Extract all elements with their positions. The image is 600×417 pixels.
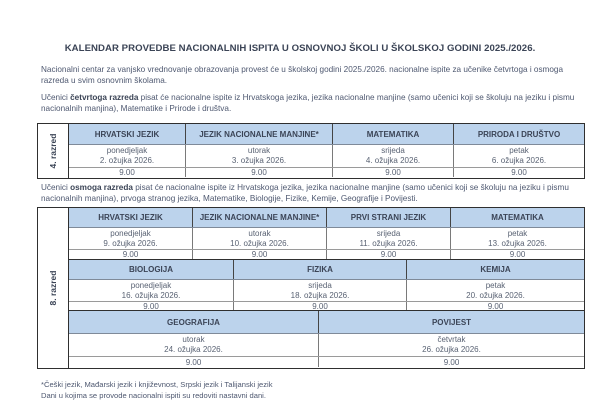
time-cell: 9.00 [318, 357, 584, 367]
date-cell [69, 280, 233, 301]
grade8-block-2 [69, 259, 584, 311]
grade8-date-row-1 [69, 228, 584, 249]
date-cell [69, 228, 192, 249]
date-cell [69, 145, 185, 167]
date-text: 6. ožujka 2026. [491, 156, 547, 165]
subject-header: POVIJEST [318, 311, 584, 333]
subject-header: JEZIK NACIONALNE MANJINE* [185, 124, 332, 144]
grade4-schedule-table [37, 123, 585, 179]
grade8-block-1 [69, 208, 584, 259]
date-text: 2. ožujka 2026. [99, 156, 155, 165]
date-text: 16. ožujka 2026. [121, 290, 181, 300]
grade4-prefix: Učenici [41, 93, 71, 102]
day-text: srijeda [376, 228, 401, 238]
time-cell: 9.00 [143, 302, 159, 311]
grade4-date-row [69, 145, 584, 167]
grade4-suffix: pisat će nacionalne ispite iz Hrvatskoga jezika, jezika nacionalne manjine (samo učenici koji se školuju na jeziku i pismu nacionalnih manjina), Matematike i Prirode i društva. [41, 93, 575, 113]
subject-header: MATEMATIKA [332, 124, 453, 144]
date-cell [318, 334, 584, 356]
date-text: 26. ožujka 2026. [422, 345, 481, 354]
time-cell: 9.00 [406, 302, 584, 311]
date-text: 4. ožujka 2026. [365, 156, 421, 165]
date-cell [69, 334, 318, 356]
day-text: ponedjeljak [130, 280, 172, 290]
day-text: petak [507, 228, 528, 238]
date-cell [450, 228, 584, 249]
time-cell: 9.00 [185, 168, 332, 177]
date-text: 9. ožujka 2026. [103, 238, 158, 248]
time-cell: 9.00 [233, 302, 406, 311]
grade8-header-row-3 [69, 311, 584, 334]
subject-header: JEZIK NACIONALNE MANJINE* [192, 208, 326, 227]
day-text: petak [509, 146, 529, 155]
grade8-prefix: Učenici [41, 183, 71, 192]
time-cell: 9.00 [185, 357, 202, 367]
grade8-time-row-1 [69, 249, 584, 259]
grade8-suffix: pisat će nacionalne ispite iz Hrvatskoga jezika, jezika nacionalne manjine (samo učenici koji se školuju na jeziku i pismu nacionalnih manjina), prvoga stranog jezika, Matematike, Biologije, Fizike, Kemije, Geografije i Povijesti. [41, 183, 569, 203]
footnote-school-days: Dani u kojima se provode nacionalni ispiti su redoviti nastavni dani. [41, 391, 266, 400]
date-text: 13. ožujka 2026. [488, 238, 547, 248]
date-cell [185, 145, 332, 167]
day-text: petak [485, 280, 506, 290]
date-text: 3. ožujka 2026. [231, 156, 287, 165]
grade4-time-row [69, 167, 584, 177]
grade8-label: 8. razred [48, 270, 58, 306]
page-title: KALENDAR PROVEDBE NACIONALNIH ISPITA U OSNOVNOJ ŠKOLI U ŠKOLSKOJ GODINI 2025./2026. [64, 43, 536, 54]
day-text: ponedjeljak [106, 146, 148, 155]
day-text: ponedjeljak [110, 228, 151, 238]
time-cell: 9.00 [453, 168, 584, 177]
date-text: 10. ožujka 2026. [230, 238, 289, 248]
date-text: 20. ožujka 2026. [466, 290, 525, 300]
day-text: utorak [248, 228, 271, 238]
date-cell [453, 145, 584, 167]
grade8-paragraph [41, 182, 586, 204]
subject-header: BIOLOGIJA [128, 265, 173, 274]
grade8-label-cell [38, 208, 69, 368]
grade4-label: 4. razred [48, 133, 58, 169]
grade8-emphasis: osmoga razreda [70, 183, 133, 192]
subject-header: GEOGRAFIJA [167, 317, 220, 327]
date-cell [406, 280, 584, 301]
date-cell [332, 145, 453, 167]
grade8-date-row-2 [69, 280, 584, 301]
subject-header: HRVATSKI JEZIK [94, 129, 160, 139]
date-cell [326, 228, 450, 249]
grade8-date-row-3 [69, 334, 584, 356]
day-text: srijeda [381, 146, 405, 155]
time-cell: 9.00 [450, 250, 584, 259]
grade8-header-row-1 [69, 208, 584, 228]
date-text: 18. ožujka 2026. [290, 290, 350, 300]
subject-header: PRVI STRANI JEZIK [326, 208, 450, 227]
grade8-time-row-3 [69, 356, 584, 367]
day-text: četvrtak [437, 335, 466, 344]
intro-paragraph: Nacionalni centar za vanjsko vrednovanje obrazovanja provest će u školskoj godini 2025./2026. nacionalne ispite za učenike četvrtoga i osmoga razreda u svim osnovnim školama. [41, 65, 564, 85]
day-text: srijeda [308, 280, 332, 290]
date-cell [233, 280, 406, 301]
date-text: 24. ožujka 2026. [164, 345, 223, 354]
day-text: utorak [247, 146, 271, 155]
time-cell: 9.00 [119, 168, 135, 177]
time-cell: 9.00 [122, 250, 139, 259]
date-text: 11. ožujka 2026. [359, 238, 418, 248]
grade4-emphasis: četvrtoga razreda [70, 93, 139, 102]
subject-header: HRVATSKI JEZIK [98, 213, 163, 222]
subject-header: KEMIJA [406, 260, 584, 279]
grade8-schedule-table [37, 207, 585, 369]
grade8-header-row-2 [69, 260, 584, 280]
grade4-paragraph [41, 92, 586, 114]
subject-header: PRIRODA I DRUŠTVO [453, 124, 584, 144]
subject-header: FIZIKA [233, 260, 406, 279]
time-cell: 9.00 [326, 250, 450, 259]
date-cell [192, 228, 326, 249]
grade4-block [69, 124, 584, 178]
footnote-languages: *Češki jezik, Mađarski jezik i književnost, Srpski jezik i Talijanski jezik [41, 380, 273, 389]
time-cell: 9.00 [192, 250, 326, 259]
grade4-header-row [69, 124, 584, 145]
grade8-block-3 [69, 310, 584, 368]
subject-header: MATEMATIKA [450, 208, 584, 227]
time-cell: 9.00 [332, 168, 453, 177]
grade4-label-cell [38, 124, 69, 178]
day-text: utorak [182, 335, 205, 344]
